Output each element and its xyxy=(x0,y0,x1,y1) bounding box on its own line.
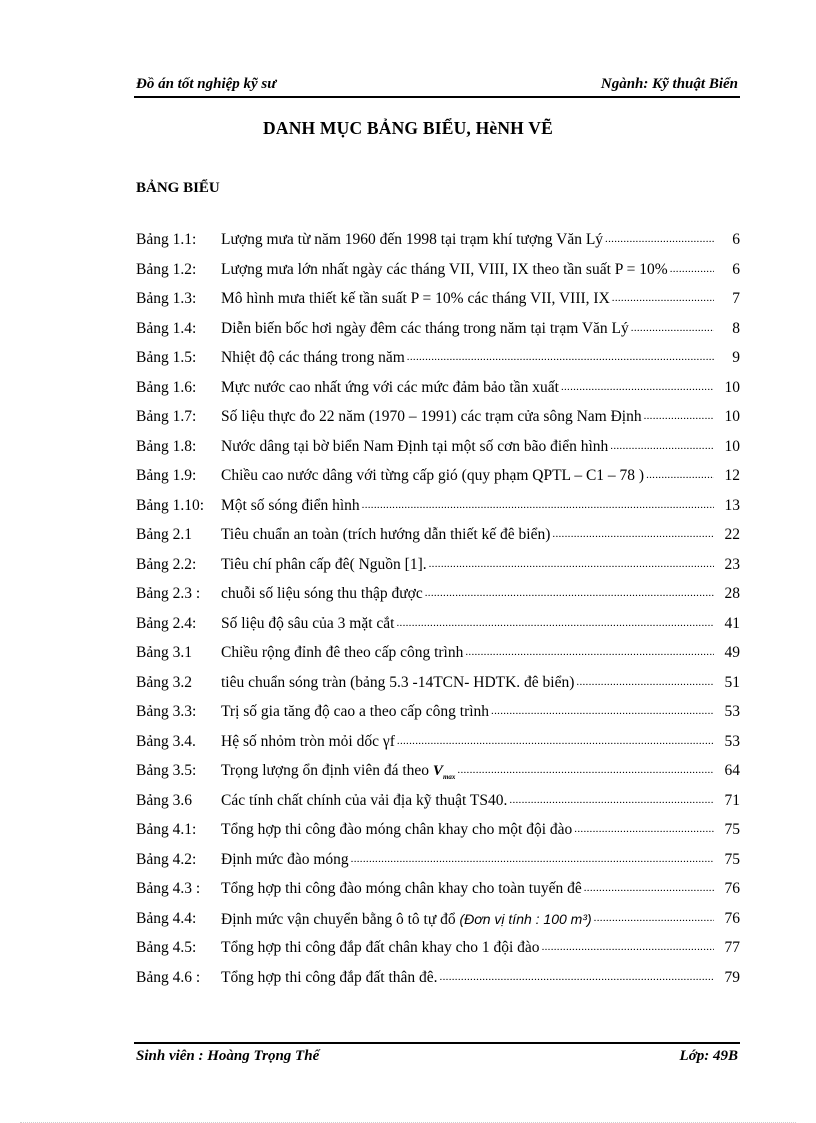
table-list-entry xyxy=(136,523,740,547)
dot-leader xyxy=(552,523,714,547)
dot-leader xyxy=(509,789,714,813)
entry-label: Bảng 1.3: xyxy=(136,290,197,307)
entry-body xyxy=(221,907,740,932)
dot-leader xyxy=(605,228,714,252)
entry-title-text: Tiêu chí phân cấp đê( Nguồn [1]. xyxy=(221,555,427,573)
dot-leader xyxy=(612,287,714,311)
dot-leader xyxy=(396,612,714,636)
table-list-entry xyxy=(136,671,740,695)
entry-title xyxy=(221,376,559,400)
table-list-entry xyxy=(136,258,740,282)
page-footer xyxy=(134,1042,740,1068)
entry-title xyxy=(221,730,395,754)
page-title: DANH MỤC BẢNG BIỂU, HèNH VẼ xyxy=(263,118,553,138)
entry-title-text: Mực nước cao nhất ứng với các mức đảm bảo tần xuất xyxy=(221,378,559,396)
dot-leader xyxy=(574,818,714,842)
dot-leader xyxy=(457,759,714,789)
header-document-type: Đồ án tốt nghiệp kỹ sư xyxy=(136,76,277,92)
entry-body xyxy=(221,435,740,459)
entry-label: Bảng 3.1 xyxy=(136,644,192,661)
entry-body xyxy=(221,258,740,282)
entry-title-text: Lượng mưa lớn nhất ngày các tháng VII, VIII, IX theo tần suất P = 10% xyxy=(221,260,668,278)
dot-leader xyxy=(351,848,714,872)
entry-label: Bảng 3.3: xyxy=(136,703,197,720)
entry-unit: (Đơn vị tính : 100 m³) xyxy=(459,910,592,927)
entry-label: Bảng 3.6 xyxy=(136,791,192,809)
dot-leader xyxy=(584,877,714,901)
entry-body xyxy=(221,405,740,429)
entry-body xyxy=(221,818,740,842)
entry-title xyxy=(221,523,550,547)
entry-label: Bảng 4.2: xyxy=(136,850,197,868)
entry-title xyxy=(221,258,668,282)
entry-body xyxy=(221,346,740,370)
entry-label: Bảng 1.6: xyxy=(136,378,197,396)
entry-title-text: chuỗi số liệu sóng thu thập được xyxy=(221,585,423,602)
dot-leader xyxy=(491,700,714,724)
entry-title-text: Hệ số nhỏm tròn mỏi dốc γf xyxy=(221,732,395,750)
entry-body xyxy=(221,759,740,789)
entry-label: Bảng 1.2: xyxy=(136,260,197,278)
table-list-entry xyxy=(136,376,740,400)
table-list-entry xyxy=(136,907,740,931)
entry-body xyxy=(221,228,740,252)
entry-title-text: Trị số gia tăng độ cao a theo cấp công trình xyxy=(221,703,490,720)
entry-title-text: Định mức đào móng xyxy=(221,850,349,868)
vmax-symbol-subscript: max xyxy=(442,773,456,781)
entry-label: Bảng 2.2: xyxy=(136,555,197,573)
dot-leader xyxy=(407,346,714,370)
entry-body xyxy=(221,523,740,547)
dot-leader xyxy=(425,582,714,606)
entry-page-number: 8 xyxy=(732,319,740,337)
entry-body xyxy=(221,877,740,901)
entry-title-text: Tổng hợp thi công đào móng chân khay cho một đội đào xyxy=(221,821,573,838)
entry-label: Bảng 2.1 xyxy=(136,526,192,543)
table-list-entry xyxy=(136,877,740,901)
page-header xyxy=(134,74,740,98)
entry-page-number: 28 xyxy=(724,585,740,602)
entry-label: Bảng 1.1: xyxy=(136,231,197,248)
entry-label: Bảng 1.8: xyxy=(136,437,197,455)
entry-title-text: Một số sóng điển hình xyxy=(221,496,360,514)
entry-title-text: Tổng hợp thi công đắp đất chân khay cho 1 đội đào xyxy=(221,939,540,956)
table-list-entry xyxy=(136,317,740,341)
entry-page-number: 10 xyxy=(724,378,740,396)
dot-leader xyxy=(362,494,714,518)
entry-label: Bảng 4.3 : xyxy=(136,880,201,897)
entry-body xyxy=(221,464,740,488)
entry-body xyxy=(221,730,740,754)
entry-page-number: 79 xyxy=(724,968,740,986)
entry-body xyxy=(221,671,740,695)
table-list-entry xyxy=(136,553,740,577)
entry-page-number: 7 xyxy=(732,290,740,307)
entry-page-number: 51 xyxy=(724,673,740,691)
entry-page-number: 41 xyxy=(724,614,740,632)
entry-body xyxy=(221,612,740,636)
table-list-entry xyxy=(136,759,740,783)
dot-leader xyxy=(631,317,714,341)
table-list-entry xyxy=(136,346,740,370)
entry-body xyxy=(221,317,740,341)
table-list-entry xyxy=(136,730,740,754)
entry-label: Bảng 3.4. xyxy=(136,732,196,750)
entry-label: Bảng 1.10: xyxy=(136,496,205,514)
entry-title xyxy=(221,848,349,872)
entry-title xyxy=(221,582,423,606)
entry-page-number: 71 xyxy=(724,791,740,809)
entry-label: Bảng 3.5: xyxy=(136,762,197,779)
table-list-entry xyxy=(136,848,740,872)
vmax-symbol-letter: V xyxy=(432,763,443,779)
entry-body xyxy=(221,376,740,400)
entry-title-text: Số liệu độ sâu của 3 mặt cắt xyxy=(221,614,395,632)
entry-title xyxy=(221,877,582,901)
entry-page-number: 10 xyxy=(724,408,740,425)
table-list-entry xyxy=(136,228,740,252)
entry-title xyxy=(221,346,405,370)
entry-title-text: Các tính chất chính của vải địa kỹ thuật TS40. xyxy=(221,791,508,809)
entry-title xyxy=(221,700,489,724)
entry-page-number: 75 xyxy=(724,821,740,838)
section-title: BẢNG BIỂU xyxy=(136,180,220,196)
entry-title xyxy=(221,287,610,311)
entry-title xyxy=(221,464,644,488)
entry-title-text: Mô hình mưa thiết kế tần suất P = 10% các tháng VII, VIII, IX xyxy=(221,290,610,307)
entry-label: Bảng 4.1: xyxy=(136,821,197,838)
entry-body xyxy=(221,641,740,665)
entry-title xyxy=(221,228,603,252)
entry-label: Bảng 1.5: xyxy=(136,349,197,366)
entry-body xyxy=(221,582,740,606)
entry-body xyxy=(221,789,740,813)
entry-page-number: 12 xyxy=(724,467,740,484)
footer-class: Lớp: 49B xyxy=(679,1048,738,1064)
entry-title-text: Số liệu thực đo 22 năm (1970 – 1991) các trạm cửa sông Nam Định xyxy=(221,408,642,425)
entry-label: Bảng 3.2 xyxy=(136,673,192,691)
dot-leader xyxy=(670,258,714,282)
entry-body xyxy=(221,966,740,990)
entry-title xyxy=(221,641,463,665)
entry-label: Bảng 4.4: xyxy=(136,909,197,927)
entry-title-text: Diễn biến bốc hơi ngày đêm các tháng trong năm tại trạm Văn Lý xyxy=(221,319,629,337)
table-list-entry xyxy=(136,287,740,311)
entry-page-number: 13 xyxy=(724,496,740,514)
entry-body xyxy=(221,553,740,577)
dot-leader xyxy=(440,966,714,990)
entry-title-text: Tiêu chuẩn an toàn (trích hướng dẫn thiết kế đê biển) xyxy=(221,526,551,543)
footer-student: Sinh viên : Hoàng Trọng Thể xyxy=(136,1048,320,1064)
entry-body xyxy=(221,287,740,311)
entry-title xyxy=(221,553,427,577)
entry-page-number: 75 xyxy=(724,850,740,868)
table-list-entry xyxy=(136,789,740,813)
table-list-entry xyxy=(136,405,740,429)
table-list-entry xyxy=(136,966,740,990)
entry-page-number: 49 xyxy=(724,644,740,661)
entry-title-text: Lượng mưa từ năm 1960 đến 1998 tại trạm khí tượng Văn Lý xyxy=(221,231,604,248)
entry-title xyxy=(221,966,438,990)
dot-leader xyxy=(561,376,714,400)
entry-label: Bảng 2.3 : xyxy=(136,585,201,602)
entry-label: Bảng 1.9: xyxy=(136,467,197,484)
entry-title xyxy=(221,612,394,636)
dot-leader xyxy=(576,671,714,695)
entry-title-text: tiêu chuẩn sóng tràn (bảng 5.3 -14TCN- HDTK. đê biển) xyxy=(221,673,575,691)
entry-page-number: 64 xyxy=(724,762,740,779)
entry-title-text: Tổng hợp thi công đắp đất thân đê. xyxy=(221,968,438,986)
table-list-entry xyxy=(136,464,740,488)
dot-leader xyxy=(644,405,714,429)
table-list-entry xyxy=(136,936,740,960)
entry-title xyxy=(221,907,592,932)
entry-page-number: 23 xyxy=(724,555,740,573)
entry-title xyxy=(221,759,455,789)
vmax-symbol xyxy=(433,763,455,779)
table-list-entry xyxy=(136,435,740,459)
table-list-entry xyxy=(136,582,740,606)
header-major: Ngành: Kỹ thuật Biển xyxy=(600,76,738,92)
entry-label: Bảng 2.4: xyxy=(136,614,197,632)
entry-title xyxy=(221,405,642,429)
entry-title xyxy=(221,435,608,459)
entry-body xyxy=(221,936,740,960)
entry-body xyxy=(221,700,740,724)
entry-label: Bảng 1.7: xyxy=(136,408,197,425)
dot-leader xyxy=(610,435,714,459)
entry-title-text: Nhiệt độ các tháng trong năm xyxy=(221,349,405,366)
entry-page-number: 77 xyxy=(724,939,740,956)
dot-leader xyxy=(542,936,714,960)
entry-label: Bảng 4.5: xyxy=(136,939,197,956)
entry-body xyxy=(221,494,740,518)
entry-title xyxy=(221,789,507,813)
entry-title-text: Trọng lượng ổn định viên đá theo xyxy=(221,762,430,779)
entry-body xyxy=(221,848,740,872)
dot-leader xyxy=(397,730,714,754)
entry-title-text: Chiều cao nước dâng với từng cấp gió (quy phạm QPTL – C1 – 78 ) xyxy=(221,467,645,484)
entry-title xyxy=(221,494,360,518)
entry-page-number: 53 xyxy=(724,703,740,720)
entry-page-number: 9 xyxy=(732,349,740,366)
dot-leader xyxy=(465,641,714,665)
entry-page-number: 6 xyxy=(732,231,740,248)
entry-page-number: 76 xyxy=(724,909,740,927)
entry-page-number: 6 xyxy=(732,260,740,278)
entry-page-number: 10 xyxy=(724,437,740,455)
entry-title xyxy=(221,818,572,842)
table-list-entry xyxy=(136,641,740,665)
table-list-entry xyxy=(136,612,740,636)
entry-title xyxy=(221,671,574,695)
entry-title-text: Định mức vận chuyển bằng ô tô tự đổ xyxy=(221,910,456,928)
table-list-entry xyxy=(136,494,740,518)
entry-page-number: 22 xyxy=(724,526,740,543)
table-list-entry xyxy=(136,700,740,724)
dot-leader xyxy=(429,553,714,577)
entry-title-text: Chiều rộng đỉnh đê theo cấp công trình xyxy=(221,644,464,661)
entry-title-text: Nước dâng tại bờ biển Nam Định tại một số cơn bão điển hình xyxy=(221,437,609,455)
dot-leader xyxy=(646,464,714,488)
entry-label: Bảng 4.6 : xyxy=(136,968,201,986)
entry-label: Bảng 1.4: xyxy=(136,319,197,337)
table-list-entry xyxy=(136,818,740,842)
entry-page-number: 76 xyxy=(724,880,740,897)
dot-leader xyxy=(594,907,714,932)
entry-title xyxy=(221,317,629,341)
entry-page-number: 53 xyxy=(724,732,740,750)
entry-title-text: Tổng hợp thi công đào móng chân khay cho toàn tuyến đê xyxy=(221,880,582,897)
entry-title xyxy=(221,936,540,960)
